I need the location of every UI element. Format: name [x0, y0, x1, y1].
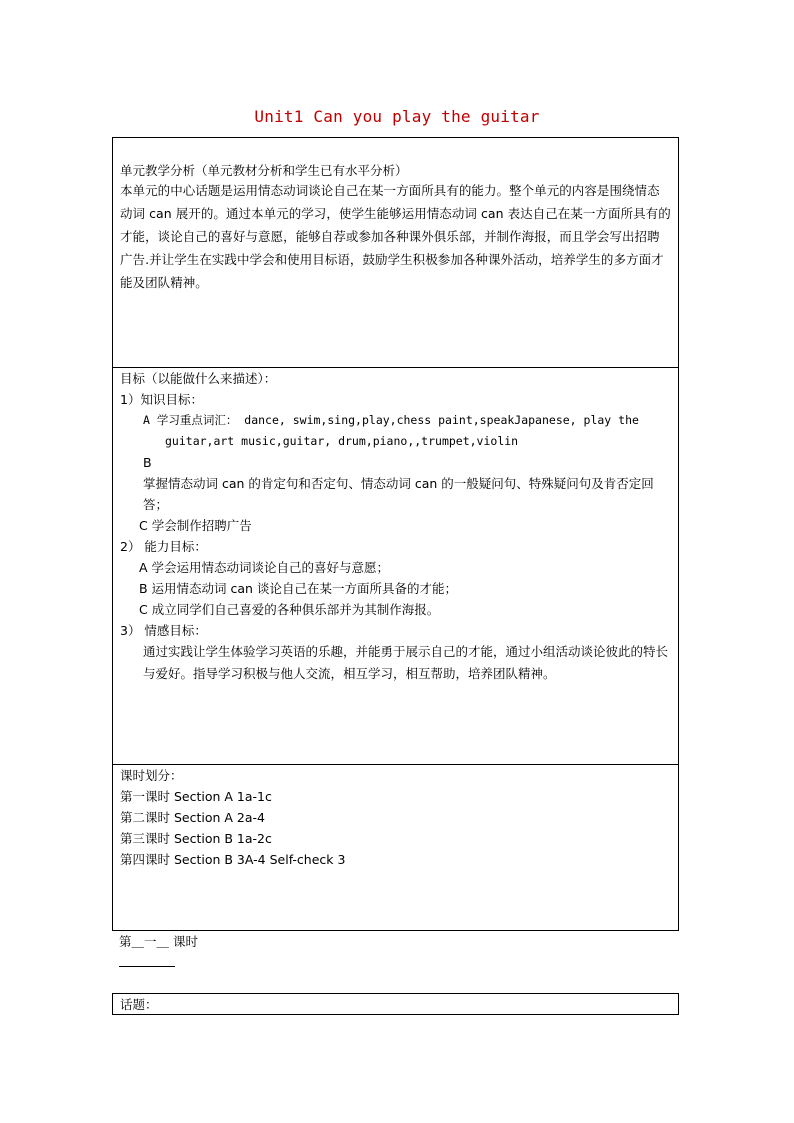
- knowledge-a-line1: A 学习重点词汇： dance, swim,sing,play,chess paint,speakJapanese, play the: [143, 413, 639, 427]
- ability-c: C 成立同学们自己喜爱的各种俱乐部并为其制作海报。: [139, 602, 440, 617]
- analysis-section: [112, 137, 679, 368]
- topic-section: [112, 993, 679, 1015]
- emotion-heading: 3） 情感目标：: [120, 623, 207, 638]
- blank-underline: [119, 966, 175, 967]
- emotion-text: 通过实践让学生体验学习英语的乐趣，并能勇于展示自己的才能，通过小组活动谈论彼此的特长与爱好。指导学习积极与他人交流，相互学习，相互帮助，培养团队精神。: [143, 644, 669, 681]
- analysis-body: 本单元的中心话题是运用情态动词谈论自己在某一方面所具有的能力。整个单元的内容是围绕情态动词 can 展开的。通过本单元的学习，使学生能够运用情态动词 can 表达自己在某一方面所具有的才能，谈论自己的喜好与意愿，能够自荐或参加各种课外俱乐部，并制作海报，而且学会写出招聘广告.并让学生在实践中学会和使用目标语，鼓励学生积极参加各种课外活动，培养学生的多方面才能及团队精神。: [120, 183, 671, 290]
- lesson-label: 第＿一＿ 课时: [119, 934, 198, 949]
- goals-section: [112, 367, 679, 765]
- knowledge-heading: 1）知识目标：: [120, 392, 203, 407]
- lesson-item: 第二课时 Section A 2a-4: [120, 810, 265, 825]
- ability-a: A 学会运用情态动词谈论自己的喜好与意愿；: [139, 560, 390, 575]
- page-title: Unit1 Can you play the guitar: [254, 107, 540, 126]
- topic-label: 话题：: [120, 997, 158, 1012]
- knowledge-b-label: B: [143, 455, 152, 470]
- analysis-heading: 单元教学分析（单元教材分析和学生已有水平分析）: [120, 163, 408, 178]
- schedule-heading: 课时划分：: [120, 768, 183, 783]
- ability-b: B 运用情态动词 can 谈论自己在某一方面所具备的才能；: [139, 581, 457, 596]
- goals-heading: 目标（以能做什么来描述）：: [120, 371, 277, 386]
- ability-heading: 2） 能力目标：: [120, 539, 207, 554]
- lesson-item: 第一课时 Section A 1a-1c: [120, 789, 272, 804]
- knowledge-a-line2: guitar,art music,guitar, drum,piano,,trumpet,violin: [165, 434, 519, 448]
- knowledge-b-text: 掌握情态动词 can 的肯定句和否定句、情态动词 can 的一般疑问句、特殊疑问句及肯否定回答；: [143, 476, 654, 512]
- schedule-section: [112, 764, 679, 931]
- lesson-item: 第四课时 Section B 3A-4 Self-check 3: [120, 852, 346, 867]
- lesson-item: 第三课时 Section B 1a-2c: [120, 831, 272, 846]
- knowledge-c: C 学会制作招聘广告: [139, 518, 252, 533]
